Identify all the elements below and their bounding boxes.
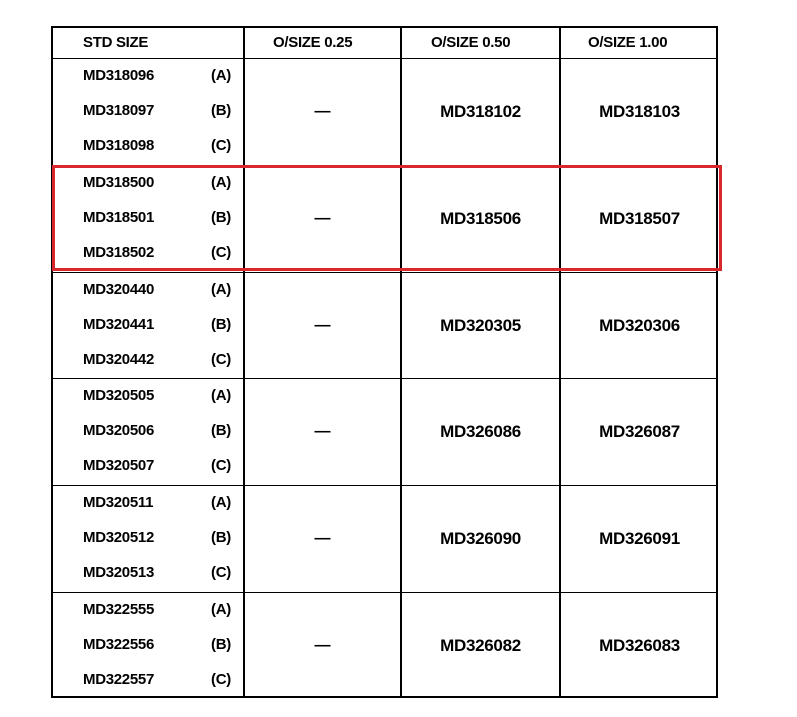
std-part-suffix: (B) — [211, 315, 231, 333]
table-row — [53, 486, 716, 593]
std-size-entry — [53, 419, 243, 443]
std-size-entry — [53, 206, 243, 230]
oversize-050-part-number: MD318506 — [440, 208, 521, 228]
oversize-050-part-number: MD318102 — [440, 102, 521, 121]
std-part-number: MD318501 — [83, 208, 154, 226]
table-row — [53, 59, 716, 166]
oversize-025-value: — — [314, 530, 331, 548]
std-part-suffix: (A) — [211, 173, 231, 191]
std-size-entry — [53, 598, 243, 622]
std-part-number: MD322556 — [83, 636, 154, 653]
std-part-number: MD320440 — [83, 280, 154, 298]
std-part-suffix: (B) — [211, 422, 231, 440]
std-part-number: MD322557 — [83, 671, 154, 688]
std-part-suffix: (A) — [211, 494, 231, 512]
oversize-025-value: — — [314, 103, 331, 120]
std-part-number: MD320512 — [83, 529, 154, 547]
std-part-suffix: (B) — [211, 636, 231, 653]
std-size-entry — [53, 313, 243, 337]
std-part-number: MD322555 — [83, 601, 154, 618]
std-part-suffix: (B) — [211, 102, 231, 119]
std-part-suffix: (A) — [211, 67, 231, 84]
std-size-entry — [53, 278, 243, 302]
std-part-suffix: (A) — [211, 280, 231, 298]
std-part-number: MD320442 — [83, 350, 154, 368]
parts-table — [51, 26, 718, 698]
oversize-050-part-number: MD320305 — [440, 315, 521, 335]
std-part-number: MD318502 — [83, 243, 154, 261]
std-part-suffix: (B) — [211, 529, 231, 547]
std-part-suffix: (C) — [211, 137, 231, 154]
table-row — [53, 379, 716, 486]
oversize-100-part-number: MD326087 — [599, 422, 680, 442]
std-part-suffix: (C) — [211, 350, 231, 368]
oversize-100-part-number: MD320306 — [599, 315, 680, 335]
std-size-entry — [53, 491, 243, 515]
std-size-entry — [53, 241, 243, 265]
std-size-entry — [53, 99, 243, 123]
std-size-entry — [53, 561, 243, 585]
std-size-entry — [53, 134, 243, 158]
std-part-number: MD318096 — [83, 67, 154, 84]
std-part-number: MD320511 — [83, 494, 154, 512]
std-part-number: MD320507 — [83, 457, 154, 475]
std-size-entry — [53, 526, 243, 550]
std-size-entry — [53, 668, 243, 692]
std-part-suffix: (C) — [211, 457, 231, 475]
std-part-number: MD318097 — [83, 102, 154, 119]
table-row — [53, 273, 716, 380]
oversize-025-value: — — [314, 637, 331, 654]
std-size-entry — [53, 454, 243, 478]
std-part-suffix: (B) — [211, 208, 231, 226]
std-size-entry — [53, 64, 243, 88]
std-size-entry — [53, 633, 243, 657]
oversize-100-part-number: MD326091 — [599, 529, 680, 549]
header-oversize-025: O/SIZE 0.25 — [273, 34, 353, 51]
std-part-number: MD320513 — [83, 564, 154, 582]
std-part-suffix: (A) — [211, 387, 231, 405]
std-part-number: MD320441 — [83, 315, 154, 333]
std-part-suffix: (C) — [211, 564, 231, 582]
oversize-025-value: — — [314, 209, 331, 227]
oversize-100-part-number: MD326083 — [599, 636, 680, 655]
table-row — [53, 593, 716, 700]
std-part-number: MD318500 — [83, 173, 154, 191]
oversize-050-part-number: MD326082 — [440, 636, 521, 655]
std-part-suffix: (A) — [211, 601, 231, 618]
oversize-100-part-number: MD318103 — [599, 102, 680, 121]
std-part-number: MD320506 — [83, 422, 154, 440]
std-size-entry — [53, 348, 243, 372]
std-part-suffix: (C) — [211, 243, 231, 261]
oversize-050-part-number: MD326086 — [440, 422, 521, 442]
oversize-025-value: — — [314, 423, 331, 441]
table-header — [53, 28, 716, 59]
oversize-100-part-number: MD318507 — [599, 208, 680, 228]
std-part-number: MD318098 — [83, 137, 154, 154]
std-part-number: MD320505 — [83, 387, 154, 405]
header-oversize-050: O/SIZE 0.50 — [431, 34, 511, 51]
header-std-size: STD SIZE — [83, 34, 149, 51]
header-oversize-100: O/SIZE 1.00 — [588, 34, 668, 51]
std-size-entry — [53, 171, 243, 195]
oversize-025-value: — — [314, 316, 331, 334]
std-part-suffix: (C) — [211, 671, 231, 688]
table-row — [53, 166, 716, 273]
std-size-entry — [53, 384, 243, 408]
oversize-050-part-number: MD326090 — [440, 529, 521, 549]
